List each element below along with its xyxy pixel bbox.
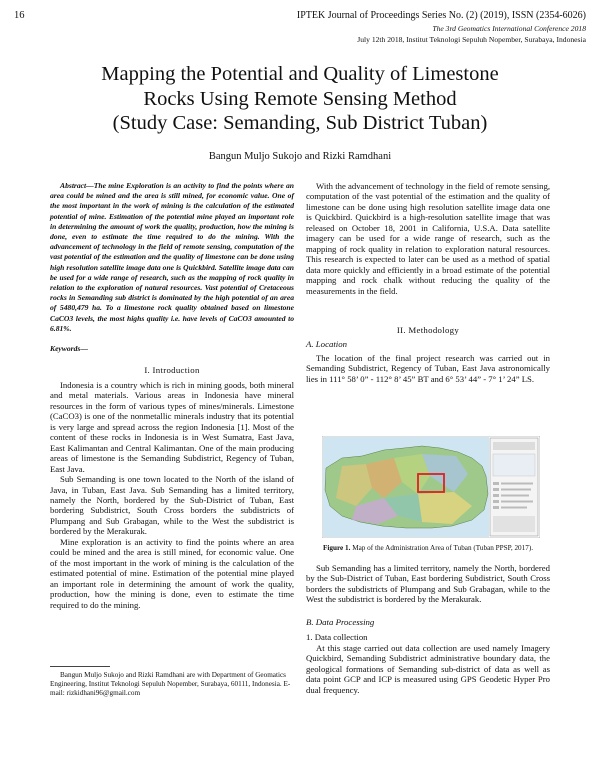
data-collection-body <box>306 643 550 695</box>
journal-line: IPTEK Journal of Proceedings Series No. (2) (2019), ISSN (2354-6026) <box>296 10 586 21</box>
abstract <box>50 181 294 334</box>
paragraph: At this stage carried out data collection are used namely Imagery Quickbird, Semanding Subdistrict administrative boundary data, the geological formations of Semanding sub-district of data as well as data point GCP and ICP is measured using GPS Geodetic Hyper Pro dual frequency. <box>306 643 550 695</box>
data-collection-heading <box>306 632 550 642</box>
figure-caption-text: Map of the Administration Area of Tuban (Tuban PPSP, 2017). <box>350 544 534 552</box>
intro-continued <box>306 181 550 296</box>
authors: Bangun Muljo Sukojo and Rizki Ramdhani <box>208 151 392 162</box>
introduction-body <box>50 380 294 610</box>
paragraph: The location of the final project research was carried out in Semanding Subdistrict, Regency of Tuban, East Java astronomically lies in 111° 58’ 0” - 112° 8’ 45” BT and 6° 53’ 44” - 7° 1’ 24” LS. <box>306 353 550 384</box>
location-body <box>306 353 550 384</box>
paragraph: Mine exploration is an activity to find the points where an area could be mined and the area is still mined, for economic value. One of the most important in the work of mining is the calculation of the estimated potential of mine. Estimation of the potential mine played an important role in determining the amount of work the quality, production, how the mining is done, even to estimate the time required to do the mining. <box>50 536 294 610</box>
title-line: Mapping the Potential and Quality of Limestone <box>101 63 499 85</box>
keywords: Keywords— <box>50 344 88 353</box>
figure-label: Figure 1. <box>322 544 351 552</box>
date-line: July 12th 2018, Institut Teknologi Sepuluh Nopember, Surabaya, Indonesia <box>357 35 586 44</box>
footnote-rule <box>50 666 110 667</box>
subsection-data-processing: B. Data Processing <box>306 617 375 627</box>
paragraph: Sub Semanding has a limited territory, namely the North, bordered by the Sub-District of Tuban, East bordering Subdistrict, South Cross borders the subdistricts of Plumpang and Sub Grabagan, while to the West the subdistrict is bordered by the Merakurak. <box>306 563 550 605</box>
conference-line: The 3rd Geomatics International Conference 2018 <box>432 24 586 33</box>
paragraph: Sub Semanding is one town located to the North of the island of Java, in Tuban, East Java. Sub Semanding has a limited territory, namely the North, bordered by the Sub-District of Tuban, East bordering Subdistrict, South Cross borders the subdistricts of Plumpang and Sub Grabagan, while to the West the subdistrict is bordered by the Merakurak. <box>50 474 294 537</box>
legend-inset-map <box>493 454 535 476</box>
legend-header <box>493 442 535 450</box>
data-collection-title: 1. Data collection <box>306 632 368 642</box>
section-heading-methodology: II. Methodology <box>396 325 460 335</box>
page-number: 16 <box>14 10 25 21</box>
paper-title <box>30 62 570 136</box>
paragraph: Indonesia is a country which is rich in mining goods, both mineral and metal materials. Various areas in Indonesia have mineral resources in the form of various types of mines/minerals. Limestone (CaCO3) is one of the nonmetallic minerals industry that its potential is very large and spread across the region Indonesia [1]. Most of the content of these rocks in Indonesia is in West Sumatra, East Java, East Kalimantan and Central Kalimantan. One of the main producing areas of limestone is the Semanding Subdistrict, Regency of Tuban, East Java. <box>50 380 294 474</box>
figure-caption <box>306 544 550 552</box>
title-line: (Study Case: Semanding, Sub District Tuban) <box>112 112 488 134</box>
footnote-text: Bangun Muljo Sukojo and Rizki Ramdhani are with Department of Geomatics Engineering, Institut Teknologi Sepuluh Nopember, Surabaya, 60111, Indonesia. E-mail: rizkidhani96@gmail.com <box>50 671 291 697</box>
tuban-administration-map <box>322 436 540 538</box>
abstract-text: Abstract—The mine Exploration is an activity to find the points where an area could be mined and the area is still mined, for economic value. One of the most important in the work of mining is the calculation of the estimated potential of mine. Estimation of the potential mine played an important role in determining the amount of work the quality, production, how the mining is done, even to estimate the time required to do the mining. With the advancement of technology in the field of remote sensing, computation of the vast potential of the estimation and the quality of limestone can be done using high resolution satellite image data one is Quickbird. Satellite image data can be used for a wide range of research, such as the mapping of rock quality in relation to the exploration of natural resources. Vast potential of Cretaceous rocks in Semanding sub district is dominated by the high potential of an area of 5480,479 ha. To a limestone rock quality obtained based on limestone CaCO3 levels, the most highs quality i.e. have levels of CaCO3 amounted to 6.81%. <box>50 181 294 333</box>
journal-header <box>297 10 586 44</box>
after-figure-body <box>306 563 550 605</box>
paragraph: With the advancement of technology in the field of remote sensing, computation of the vast potential of the estimation and the quality of limestone can be done using high resolution satellite image data one is Quickbird. Quickbird is a high-resolution satellite image that was released on October 18, 2001 in California, U.S.A. Data satellite imagery can be used for a wide range of research, such as the mapping of rock quality in relation to exploration natural resources. This research is expected to later can be used as a method of spatial data more quickly and efficiently in a broad estimate of the potential mapping and rock chalk without reducing the quality of the measurements in the field. <box>306 181 550 296</box>
footnote <box>50 671 294 698</box>
subsection-location: A. Location <box>306 339 348 349</box>
title-line: Rocks Using Remote Sensing Method <box>143 87 457 110</box>
section-heading-introduction: I. Introduction <box>144 365 200 375</box>
